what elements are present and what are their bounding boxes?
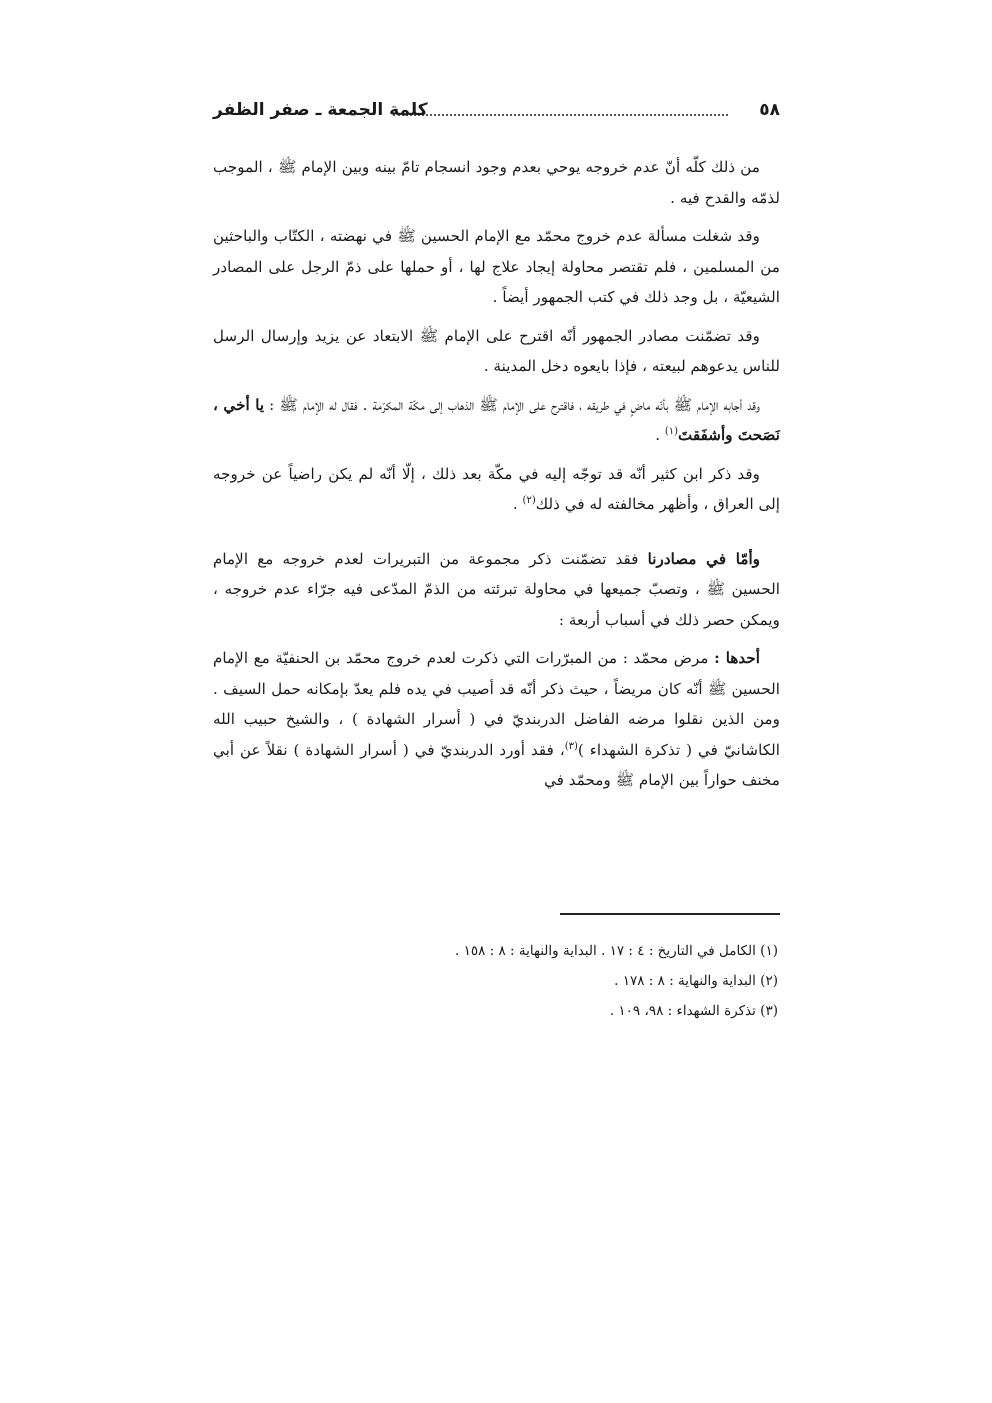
paragraph-text: مرض محمّد : من المبرّرات التي ذكرت لعدم خروج محمّد بن الحنفيّة مع الإمام الحسين ﷺ أنّه كان مريضاً ، حيث ذكر أنّه قد أصيب في يده فلم يعدّ بإمكانه حمل السيف . ومن الذين نقلوا مرضه الفاضل الدربنديّ في ( أسرار الشهادة ) ، والشيخ حبيب الله الكاشانيّ في ( تذكرة الشهداء ) [213,649,780,759]
paragraph: وقد ذكر ابن كثير أنّه قد توجّه إليه في مكّة بعد ذلك ، إلّا أنّه لم يكن راضياً عن خروجه إلى العراق ، وأظهر مخالفته له في ذلك$^{(٢)}$ . [213,464,780,513]
paragraph-text: وقد ذكر ابن كثير أنّه قد توجّه إليه في مكّة بعد ذلك ، إلّا أنّه لم يكن راضياً عن خروجه إلى العراق ، وأظهر مخالفته له في ذلك [213,464,780,513]
paragraph-text: ، فقد أورد الدربنديّ في ( أسرار الشهادة ) نقلاً عن أبي مخنف حواراً بين الإمام ﷺ ومحمّد في [213,740,780,789]
dotted-leader [393,114,728,116]
main-text [213,152,780,804]
footnote-divider [560,913,780,915]
paragraph-text: وقد أجابه الإمام ﷺ بأنّه ماضٍ في طريقه ، فاقترح على الإمام ﷺ الذهاب إلى مكّة المكرّمة . فقال له الإمام ﷺ : [269,395,760,414]
paragraph: وقد أجابه الإمام ﷺ بأنّه ماضٍ في طريقه ، فاقترح على الإمام ﷺ الذهاب إلى مكّة المكرّمة . فقال له الإمام ﷺ : يا أخي ، نَصَحتَ وأشفَقتَ$^{(١)}$ . [213,395,780,444]
paragraph [213,643,780,796]
footnote-ref: (٢) [522,494,536,506]
footnote: (٣) تذكرة الشهداء : ٩٨، ١٠٩ . [609,1003,778,1019]
lead-phrase: أحدها : [714,649,761,667]
lead-phrase: وأمّا في مصادرنا [647,549,761,568]
footnote-ref: (١) [664,425,679,437]
paragraph: وقد تضمّنت مصادر الجمهور أنّه اقترح على الإمام ﷺ الابتعاد عن يزيد وإرسال الرسل للناس يدعوهم لبيعته ، فإذا بايعوه دخل المدينة . [213,326,780,375]
running-title: كلمة الجمعة ـ صفر الظفر [213,100,428,120]
paragraph: وقد شغلت مسألة عدم خروج محمّد مع الإمام الحسين ﷺ في نهضته ، الكتّاب والباحثين من المسلمين ، فلم تقتصر محاولة إيجاد علاج لها ، أو حملها على ذمّ الرجل على المصادر الشيعيّة ، بل وجد ذلك في كتب الجمهور أيضاً . [213,227,780,306]
footnote: (١) الكامل في التاريخ : ٤ : ١٧ . البداية والنهاية : ٨ : ١٥٨ . [454,943,778,959]
page-number: ٥٨ [759,100,780,120]
paragraph: من ذلك كلّه أنّ عدم خروجه يوحي بعدم وجود انسجام تامّ بينه وبين الإمام ﷺ ، الموجب لذمّه والقدح فيه . [213,158,780,207]
footnote-ref: (٣) [564,740,578,752]
page-header [213,100,780,130]
footnote: (٢) البداية والنهاية : ٨ : ١٧٨ . [614,973,778,989]
quote: يا أخي ، نَصَحتَ وأشفَقتَ [213,395,780,444]
footnotes [213,936,780,1026]
paragraph-text: فقد تضمّنت ذكر مجموعة من التبريرات لعدم خروجه مع الإمام الحسين ﷺ ، وتصبّ جميعها في محاولة تبرئته من الذمّ المدّعى فيه جرّاء عدم خروجه ، ويمكن حصر ذلك في أسباب أربعة : [213,549,780,629]
paragraph [213,544,780,636]
